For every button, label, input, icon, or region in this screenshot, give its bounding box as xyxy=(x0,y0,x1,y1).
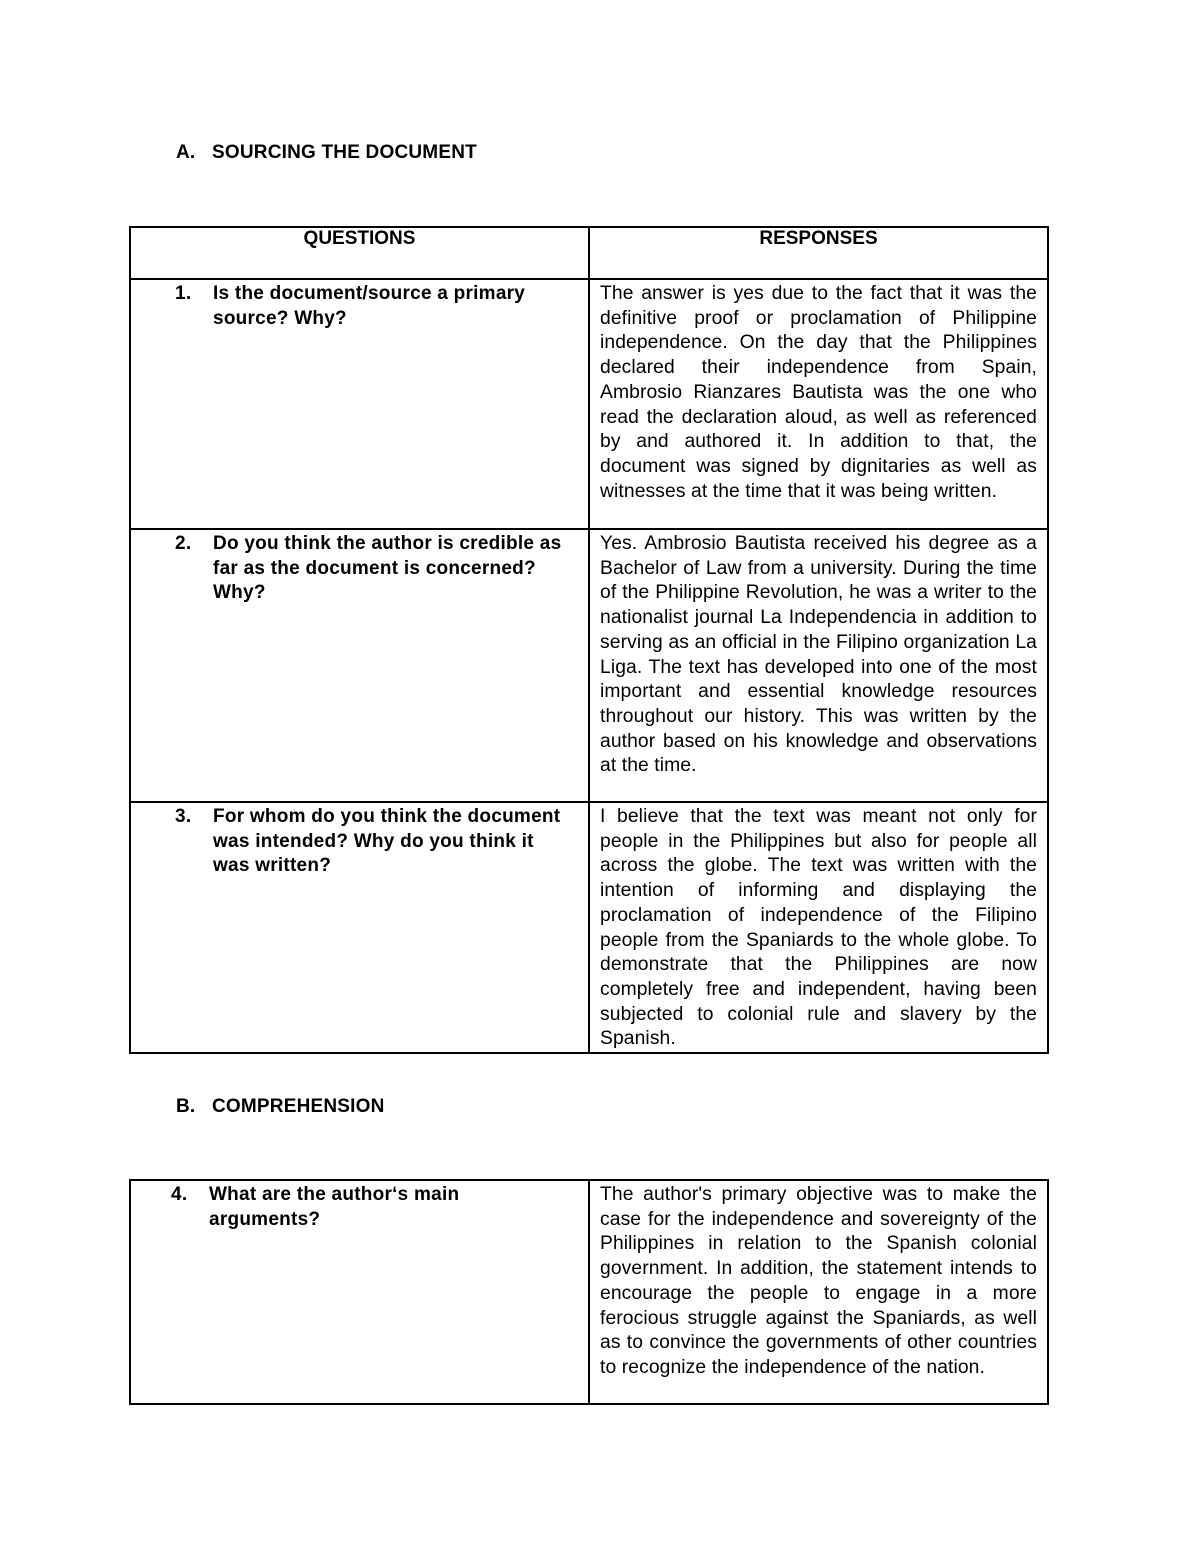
question-text: Is the document/source a primary source? Why? xyxy=(213,283,526,329)
responses-header-label: RESPONSES xyxy=(759,228,878,249)
response-cell xyxy=(589,529,1048,802)
question-text: For whom do you think the document was intended? Why do you think it was written? xyxy=(213,806,561,877)
response-text: I believe that the text was meant not only for people in the Philippines but also for people all across the globe. The text was written with the intention of informing and displaying the proclamation of independence of the Filipino people from the Spaniards to the whole globe. To demonstrate that the Philippines are now completely free and independent, having been subjected to colonial rule and slavery by the Spanish. xyxy=(600,806,1037,1050)
table-row xyxy=(130,1180,1048,1404)
questions-header-label: QUESTIONS xyxy=(303,228,416,249)
question-text: Do you think the author is credible as far as the document is concerned? Why? xyxy=(213,533,562,604)
section-b-title: COMPREHENSION xyxy=(212,1096,385,1117)
section-a-heading xyxy=(176,142,477,164)
question-cell xyxy=(130,802,589,1053)
response-cell xyxy=(589,802,1048,1053)
question-number: 3. xyxy=(175,806,192,827)
response-text: The author's primary objective was to make the case for the independence and sovereignty of the Philippines in relation to the Spanish colonial government. In addition, the statement intends to encourage the people to engage in a more ferocious struggle against the Spaniards, as well as to convince the governments of other countries to recognize the independence of the nation. xyxy=(600,1184,1037,1378)
response-text: Yes. Ambrosio Bautista received his degree as a Bachelor of Law from a university. During the time of the Philippine Revolution, he was a writer to the nationalist journal La Independencia in addition to serving as an official in the Filipino organization La Liga. The text has developed into one of the most important and essential knowledge resources throughout our history. This was written by the author based on his knowledge and observations at the time. xyxy=(600,533,1037,777)
question-number: 1. xyxy=(175,283,192,304)
comprehension-table xyxy=(129,1179,1049,1405)
section-a-title: SOURCING THE DOCUMENT xyxy=(212,142,477,163)
sourcing-table xyxy=(129,226,1049,1054)
section-a-number: A. xyxy=(176,142,196,163)
table-row xyxy=(130,529,1048,802)
questions-header xyxy=(130,227,589,279)
section-b-heading xyxy=(176,1096,385,1118)
responses-header xyxy=(589,227,1048,279)
response-cell xyxy=(589,279,1048,529)
question-cell xyxy=(130,529,589,802)
question-number: 4. xyxy=(171,1184,188,1205)
question-cell xyxy=(130,279,589,529)
table-header-row xyxy=(130,227,1048,279)
response-text: The answer is yes due to the fact that it was the definitive proof or proclamation of Philippine independence. On the day that the Philippines declared their independence from Spain, Ambrosio Rianzares Bautista was the one who read the declaration aloud, as well as referenced by and authored it. In addition to that, the document was signed by dignitaries as well as witnesses at the time that it was being written. xyxy=(600,283,1037,502)
question-number: 2. xyxy=(175,533,192,554)
section-b-number: B. xyxy=(176,1096,196,1117)
question-text: What are the author‘s main arguments? xyxy=(209,1184,460,1230)
table-row xyxy=(130,802,1048,1053)
question-cell xyxy=(130,1180,589,1404)
response-cell xyxy=(589,1180,1048,1404)
table-row xyxy=(130,279,1048,529)
